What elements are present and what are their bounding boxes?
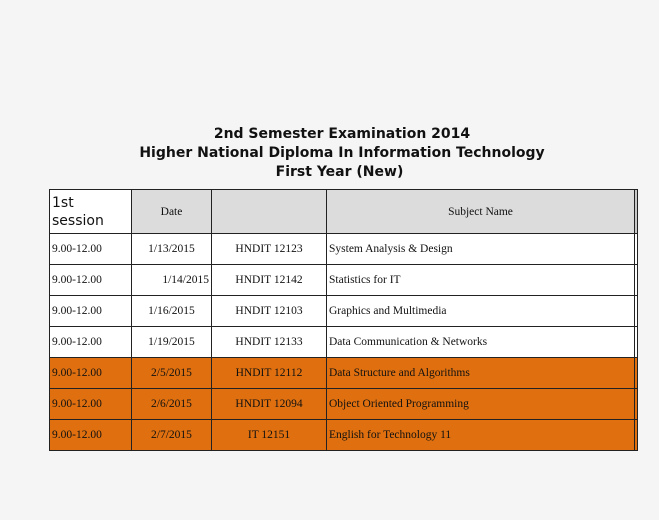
table-header-row bbox=[50, 190, 638, 234]
row-date: 1/14/2015 bbox=[132, 265, 212, 296]
row-subject: Object Oriented Programming bbox=[327, 389, 635, 420]
row-code: HNDIT 12142 bbox=[212, 265, 327, 296]
row-subject: English for Technology 11 bbox=[327, 420, 635, 451]
row-code: HNDIT 12103 bbox=[212, 296, 327, 327]
row-time: 9.00-12.00 bbox=[50, 234, 132, 265]
row-subject: Data Communication & Networks bbox=[327, 327, 635, 358]
row-spacer bbox=[635, 234, 638, 265]
row-spacer bbox=[635, 389, 638, 420]
row-code: HNDIT 12133 bbox=[212, 327, 327, 358]
row-time: 9.00-12.00 bbox=[50, 358, 132, 389]
row-spacer bbox=[635, 358, 638, 389]
row-date: 2/7/2015 bbox=[132, 420, 212, 451]
table-row-highlighted bbox=[50, 420, 638, 451]
table-row-highlighted bbox=[50, 358, 638, 389]
program-title: Higher National Diploma In Information Technology bbox=[139, 145, 545, 161]
row-spacer bbox=[635, 420, 638, 451]
row-code: IT 12151 bbox=[212, 420, 327, 451]
row-code: HNDIT 12123 bbox=[212, 234, 327, 265]
table-row bbox=[50, 327, 638, 358]
exam-title: 2nd Semester Examination 2014 bbox=[213, 126, 471, 142]
row-subject: Graphics and Multimedia bbox=[327, 296, 635, 327]
column-header-date: Date bbox=[132, 190, 212, 234]
table-row bbox=[50, 234, 638, 265]
table-row bbox=[50, 265, 638, 296]
row-time: 9.00-12.00 bbox=[50, 265, 132, 296]
table-row-highlighted bbox=[50, 389, 638, 420]
row-date: 1/13/2015 bbox=[132, 234, 212, 265]
row-code: HNDIT 12094 bbox=[212, 389, 327, 420]
row-time: 9.00-12.00 bbox=[50, 389, 132, 420]
row-subject: Statistics for IT bbox=[327, 265, 635, 296]
year-title: First Year (New) bbox=[275, 164, 404, 180]
row-date: 1/16/2015 bbox=[132, 296, 212, 327]
row-code: HNDIT 12112 bbox=[212, 358, 327, 389]
table-row bbox=[50, 296, 638, 327]
row-date: 2/5/2015 bbox=[132, 358, 212, 389]
row-subject: System Analysis & Design bbox=[327, 234, 635, 265]
row-time: 9.00-12.00 bbox=[50, 327, 132, 358]
column-header-session: 1st session bbox=[50, 190, 132, 234]
document-title-block bbox=[0, 125, 659, 182]
row-spacer bbox=[635, 296, 638, 327]
row-spacer bbox=[635, 265, 638, 296]
row-date: 2/6/2015 bbox=[132, 389, 212, 420]
column-header-code bbox=[212, 190, 327, 234]
row-time: 9.00-12.00 bbox=[50, 420, 132, 451]
row-subject: Data Structure and Algorithms bbox=[327, 358, 635, 389]
exam-timetable bbox=[49, 189, 638, 451]
row-date: 1/19/2015 bbox=[132, 327, 212, 358]
column-header-spacer bbox=[635, 190, 638, 234]
row-spacer bbox=[635, 327, 638, 358]
row-time: 9.00-12.00 bbox=[50, 296, 132, 327]
column-header-subject: Subject Name bbox=[327, 190, 635, 234]
